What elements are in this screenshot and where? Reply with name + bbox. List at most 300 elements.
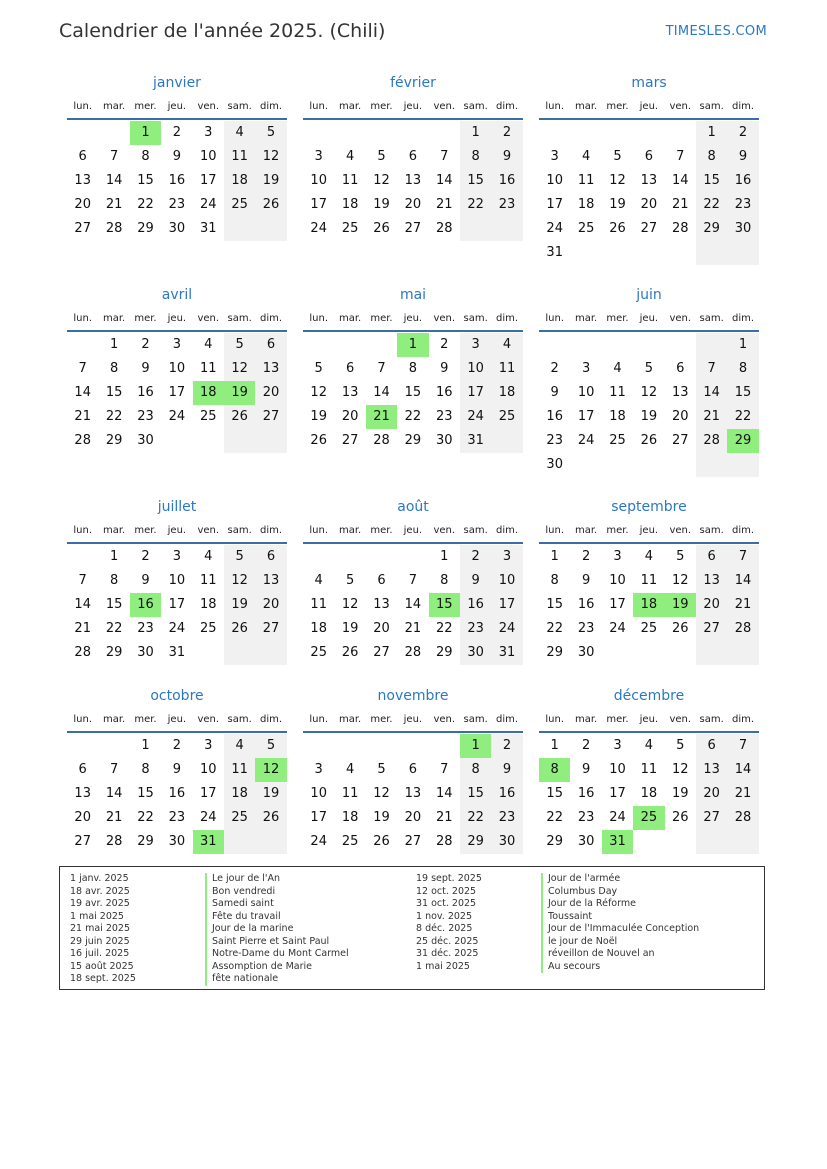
day-cell: 11	[341, 786, 359, 801]
day-cell: 12	[640, 385, 658, 400]
month-3	[67, 282, 287, 453]
day-cell: 10	[577, 385, 595, 400]
day-grid	[539, 734, 759, 854]
weekday-label: lun.	[309, 101, 329, 112]
weekday-label: mar.	[338, 313, 362, 324]
weekend-day-cell: 27	[255, 405, 286, 429]
weekend-day-cell: 23	[460, 617, 491, 641]
weekday-label: jeu.	[403, 714, 423, 725]
weekend-day-cell: 28	[696, 429, 727, 453]
legend-dates-right	[416, 873, 482, 973]
day-cell: 14	[435, 173, 453, 188]
day-cell: 25	[609, 433, 626, 448]
day-cell: 13	[404, 786, 422, 801]
weekend-day-cell: 11	[224, 145, 255, 169]
empty-cell	[429, 121, 460, 145]
day-cell: 4	[345, 149, 355, 164]
day-cell: 17	[168, 385, 186, 400]
day-cell: 1	[109, 549, 119, 564]
day-cell: 19	[373, 810, 390, 825]
day-cell: 29	[435, 645, 453, 660]
day-cell: 2	[581, 738, 591, 753]
weekend-day-cell: 16	[460, 593, 491, 617]
weekday-label: dim.	[260, 714, 283, 725]
day-grid	[67, 333, 287, 453]
day-cell: 17	[609, 786, 626, 801]
day-cell: 20	[671, 409, 689, 424]
holiday-day-cell: 12	[255, 758, 286, 782]
weekend-day-cell: 6	[255, 545, 286, 569]
day-grid	[539, 333, 759, 477]
empty-cell	[366, 333, 397, 357]
weekday-label: mer.	[134, 714, 157, 725]
empty-cell	[665, 641, 696, 665]
weekday-label: sam.	[463, 714, 488, 725]
legend-holiday-name: Jour de la Réforme	[541, 898, 699, 911]
day-cell: 10	[168, 573, 186, 588]
day-cell: 19	[341, 621, 359, 636]
day-cell: 24	[546, 221, 563, 236]
weekday-label: lun.	[73, 525, 93, 536]
weekday-label: mer.	[606, 714, 629, 725]
day-cell: 24	[168, 409, 186, 424]
empty-cell	[633, 453, 664, 477]
day-cell: 22	[546, 621, 563, 636]
weekday-label: dim.	[496, 101, 519, 112]
day-grid	[67, 734, 287, 854]
month-5	[539, 282, 759, 477]
day-cell: 15	[137, 173, 154, 188]
weekday-label: dim.	[732, 525, 755, 536]
empty-cell	[633, 830, 664, 854]
day-cell: 31	[168, 645, 186, 660]
day-cell: 17	[577, 409, 595, 424]
holiday-day-cell: 21	[366, 405, 397, 429]
legend-date: 15 août 2025	[70, 960, 134, 972]
day-cell: 8	[141, 762, 150, 777]
weekend-day-cell: 2	[460, 545, 491, 569]
empty-cell	[366, 545, 397, 569]
weekend-day-cell: 9	[460, 569, 491, 593]
weekend-day-cell: 18	[491, 381, 522, 405]
day-cell: 3	[172, 337, 181, 352]
weekday-header	[67, 96, 287, 118]
weekend-day-cell: 20	[696, 593, 727, 617]
month-6	[67, 494, 287, 665]
weekday-header	[303, 709, 523, 731]
day-cell: 24	[609, 810, 626, 825]
legend-names-left	[205, 873, 349, 986]
day-cell: 22	[105, 409, 123, 424]
weekend-day-cell: 27	[696, 806, 727, 830]
day-cell: 12	[373, 786, 390, 801]
day-cell: 27	[404, 221, 422, 236]
day-cell: 20	[373, 621, 390, 636]
holiday-day-cell: 1	[460, 734, 491, 758]
day-cell: 8	[141, 149, 150, 164]
day-cell: 1	[440, 549, 449, 564]
day-cell: 7	[109, 149, 119, 164]
empty-cell	[193, 429, 224, 453]
holiday-day-cell: 1	[130, 121, 161, 145]
day-cell: 11	[640, 573, 658, 588]
legend-holiday-name: Bon vendredi	[205, 886, 349, 899]
day-cell: 28	[404, 645, 422, 660]
weekday-label: ven.	[197, 525, 220, 536]
legend-date: 18 sept. 2025	[70, 973, 136, 984]
legend-holiday-name: Assomption de Marie	[205, 961, 349, 974]
brand-link[interactable]: TIMESLES.COM	[665, 24, 767, 39]
empty-cell	[727, 830, 758, 854]
day-cell: 3	[172, 549, 181, 564]
day-cell: 29	[404, 433, 422, 448]
weekend-day-cell: 1	[696, 121, 727, 145]
day-cell: 10	[609, 762, 626, 777]
day-cell: 18	[310, 621, 327, 636]
day-cell: 20	[404, 810, 422, 825]
day-grid	[539, 121, 759, 265]
weekday-label: sam.	[463, 313, 488, 324]
day-cell: 12	[310, 385, 327, 400]
weekday-label: mer.	[606, 101, 629, 112]
weekday-label: sam.	[463, 101, 488, 112]
day-cell: 30	[137, 433, 154, 448]
weekend-day-cell: 8	[696, 145, 727, 169]
empty-cell	[539, 121, 570, 145]
day-cell: 12	[671, 762, 689, 777]
weekend-day-cell: 5	[224, 333, 255, 357]
day-cell: 27	[640, 221, 658, 236]
header-rule	[539, 731, 759, 733]
weekend-day-cell: 15	[727, 381, 758, 405]
month-10	[303, 683, 523, 854]
day-cell: 20	[640, 197, 658, 212]
day-cell: 26	[671, 810, 689, 825]
month-name: juillet	[157, 499, 197, 515]
day-cell: 9	[550, 385, 559, 400]
day-cell: 7	[408, 573, 417, 588]
weekend-day-cell: 19	[255, 169, 286, 193]
weekday-label: mar.	[574, 101, 598, 112]
weekend-day-cell: 16	[491, 169, 522, 193]
weekend-day-cell: 27	[255, 617, 286, 641]
day-grid	[303, 333, 523, 453]
weekday-label: dim.	[732, 101, 755, 112]
weekday-label: mar.	[574, 714, 598, 725]
day-cell: 5	[345, 573, 355, 588]
day-cell: 6	[78, 149, 87, 164]
legend-holiday-name: Saint Pierre et Saint Paul	[205, 936, 349, 949]
day-cell: 6	[644, 149, 653, 164]
day-cell: 17	[199, 173, 217, 188]
day-cell: 12	[373, 173, 390, 188]
day-cell: 3	[550, 149, 559, 164]
legend-date: 1 mai 2025	[416, 960, 470, 972]
weekend-day-cell: 1	[727, 333, 758, 357]
day-cell: 16	[577, 597, 595, 612]
weekday-label: mer.	[370, 101, 393, 112]
day-cell: 30	[168, 221, 186, 236]
empty-cell	[602, 241, 633, 265]
day-cell: 21	[105, 810, 123, 825]
weekday-label: sam.	[463, 525, 488, 536]
weekend-day-cell: 13	[696, 569, 727, 593]
day-cell: 21	[435, 197, 453, 212]
day-cell: 22	[546, 810, 563, 825]
day-cell: 19	[671, 786, 689, 801]
legend-holiday-name: Toussaint	[541, 911, 699, 924]
empty-cell	[334, 734, 365, 758]
legend-date: 21 mai 2025	[70, 923, 131, 934]
empty-cell	[161, 429, 192, 453]
weekend-day-cell: 23	[491, 806, 522, 830]
weekday-label: ven.	[197, 101, 220, 112]
day-cell: 27	[671, 433, 689, 448]
weekend-day-cell: 25	[224, 193, 255, 217]
empty-cell	[255, 217, 286, 241]
day-cell: 4	[581, 149, 591, 164]
day-cell: 10	[168, 361, 186, 376]
month-name: mai	[399, 287, 427, 303]
empty-cell	[224, 830, 255, 854]
header-rule	[539, 118, 759, 120]
weekend-day-cell: 5	[224, 545, 255, 569]
day-cell: 24	[609, 621, 626, 636]
month-8	[539, 494, 759, 665]
weekend-day-cell: 22	[460, 806, 491, 830]
month-1	[303, 70, 523, 241]
legend-date: 18 avr. 2025	[70, 885, 130, 897]
day-cell: 27	[373, 645, 390, 660]
weekday-label: mar.	[338, 101, 362, 112]
day-cell: 18	[577, 197, 595, 212]
day-cell: 17	[310, 197, 327, 212]
day-cell: 6	[377, 573, 386, 588]
weekend-day-cell: 29	[460, 830, 491, 854]
weekday-label: mar.	[102, 313, 126, 324]
weekend-day-cell: 15	[460, 169, 491, 193]
day-cell: 23	[546, 433, 563, 448]
weekend-day-cell: 8	[460, 145, 491, 169]
day-cell: 26	[640, 433, 658, 448]
weekday-header	[539, 709, 759, 731]
weekday-label: jeu.	[167, 313, 187, 324]
day-cell: 28	[74, 645, 91, 660]
weekday-label: ven.	[197, 714, 220, 725]
day-cell: 27	[74, 221, 91, 236]
day-cell: 18	[341, 810, 359, 825]
day-cell: 2	[172, 738, 181, 753]
empty-cell	[570, 333, 601, 357]
weekday-label: mar.	[574, 525, 598, 536]
weekday-label: ven.	[433, 714, 456, 725]
day-cell: 2	[141, 337, 150, 352]
day-cell: 21	[435, 810, 453, 825]
empty-cell	[539, 333, 570, 357]
day-grid	[67, 545, 287, 665]
day-cell: 30	[435, 433, 453, 448]
month-name: septembre	[611, 499, 687, 515]
day-cell: 4	[345, 762, 355, 777]
month-name: janvier	[153, 75, 201, 91]
day-cell: 10	[199, 149, 217, 164]
weekday-label: dim.	[260, 313, 283, 324]
day-cell: 29	[105, 645, 123, 660]
day-cell: 22	[404, 409, 422, 424]
month-name: décembre	[613, 688, 685, 704]
weekend-day-cell: 2	[727, 121, 758, 145]
legend-holiday-name: le jour de Noël	[541, 936, 699, 949]
weekday-label: lun.	[309, 714, 329, 725]
empty-cell	[460, 217, 491, 241]
weekend-day-cell: 10	[460, 357, 491, 381]
day-grid	[303, 734, 523, 854]
day-cell: 27	[404, 834, 422, 849]
weekday-label: sam.	[699, 714, 724, 725]
holiday-day-cell: 25	[633, 806, 664, 830]
weekend-day-cell: 2	[491, 121, 522, 145]
weekend-day-cell: 28	[727, 806, 758, 830]
weekday-label: ven.	[669, 313, 692, 324]
weekday-label: jeu.	[403, 525, 423, 536]
day-cell: 9	[440, 361, 449, 376]
weekday-label: lun.	[73, 313, 93, 324]
month-name: mars	[631, 75, 667, 91]
weekend-day-cell: 12	[224, 569, 255, 593]
weekend-day-cell: 6	[696, 734, 727, 758]
weekend-day-cell: 9	[491, 145, 522, 169]
day-cell: 1	[550, 738, 559, 753]
day-cell: 29	[546, 834, 563, 849]
holiday-day-cell: 31	[193, 830, 224, 854]
legend-date: 25 déc. 2025	[416, 935, 479, 947]
day-cell: 28	[671, 221, 689, 236]
day-cell: 3	[204, 125, 213, 140]
holiday-day-cell: 19	[224, 381, 255, 405]
weekday-label: sam.	[699, 313, 724, 324]
weekend-day-cell: 20	[255, 381, 286, 405]
month-9	[67, 683, 287, 854]
weekend-day-cell: 4	[224, 121, 255, 145]
day-cell: 7	[78, 573, 87, 588]
weekend-day-cell: 28	[727, 617, 758, 641]
day-cell: 9	[172, 149, 181, 164]
empty-cell	[491, 429, 522, 453]
weekend-day-cell: 26	[224, 405, 255, 429]
day-cell: 14	[74, 597, 91, 612]
weekday-header	[67, 709, 287, 731]
empty-cell	[98, 121, 129, 145]
day-cell: 11	[341, 173, 359, 188]
weekend-day-cell: 15	[460, 782, 491, 806]
weekend-day-cell: 22	[727, 405, 758, 429]
empty-cell	[334, 121, 365, 145]
weekend-day-cell: 16	[491, 782, 522, 806]
weekday-label: lun.	[545, 714, 565, 725]
weekday-label: ven.	[433, 525, 456, 536]
holiday-day-cell: 16	[130, 593, 161, 617]
empty-cell	[696, 453, 727, 477]
day-cell: 6	[78, 762, 87, 777]
empty-cell	[696, 641, 727, 665]
day-cell: 18	[341, 197, 359, 212]
day-cell: 2	[550, 361, 559, 376]
day-cell: 23	[577, 621, 595, 636]
weekday-label: lun.	[545, 525, 565, 536]
empty-cell	[602, 641, 633, 665]
day-cell: 17	[546, 197, 563, 212]
day-cell: 14	[74, 385, 91, 400]
header-rule	[303, 542, 523, 544]
empty-cell	[366, 121, 397, 145]
header-rule	[539, 330, 759, 332]
day-cell: 20	[74, 197, 91, 212]
day-cell: 31	[199, 221, 217, 236]
holiday-day-cell: 18	[633, 593, 664, 617]
day-cell: 26	[373, 834, 390, 849]
empty-cell	[570, 453, 601, 477]
empty-cell	[665, 830, 696, 854]
holiday-day-cell: 18	[193, 381, 224, 405]
day-cell: 16	[137, 385, 154, 400]
empty-cell	[224, 641, 255, 665]
weekend-day-cell: 21	[696, 405, 727, 429]
weekend-day-cell: 8	[460, 758, 491, 782]
weekday-label: lun.	[309, 313, 329, 324]
weekday-label: mer.	[370, 313, 393, 324]
day-cell: 12	[609, 173, 626, 188]
day-cell: 5	[377, 762, 386, 777]
day-grid	[67, 121, 287, 241]
day-cell: 24	[199, 810, 217, 825]
day-cell: 29	[137, 221, 154, 236]
empty-cell	[491, 217, 522, 241]
weekend-day-cell: 20	[696, 782, 727, 806]
empty-cell	[570, 121, 601, 145]
weekend-day-cell: 13	[696, 758, 727, 782]
weekday-label: jeu.	[403, 313, 423, 324]
empty-cell	[224, 429, 255, 453]
day-cell: 10	[609, 573, 626, 588]
weekday-label: jeu.	[639, 714, 659, 725]
legend-date: 19 avr. 2025	[70, 898, 130, 909]
legend-holiday-name: Jour de la marine	[205, 923, 349, 936]
day-cell: 4	[314, 573, 323, 588]
weekend-day-cell: 11	[491, 357, 522, 381]
day-cell: 26	[373, 221, 390, 236]
day-cell: 16	[577, 786, 595, 801]
day-cell: 10	[310, 786, 327, 801]
weekend-day-cell: 20	[255, 593, 286, 617]
day-cell: 26	[341, 645, 359, 660]
day-cell: 14	[105, 786, 123, 801]
weekday-label: dim.	[496, 313, 519, 324]
day-cell: 6	[345, 361, 355, 376]
empty-cell	[727, 241, 758, 265]
weekend-day-cell: 14	[696, 381, 727, 405]
header-rule	[67, 330, 287, 332]
day-cell: 8	[550, 573, 559, 588]
day-cell: 9	[141, 361, 150, 376]
weekday-label: lun.	[545, 313, 565, 324]
legend-holiday-name: Fête du travail	[205, 911, 349, 924]
legend-holiday-name: Jour de l'Immaculée Conception	[541, 923, 699, 936]
day-cell: 5	[613, 149, 622, 164]
empty-cell	[727, 453, 758, 477]
day-cell: 14	[105, 173, 123, 188]
legend-date: 8 déc. 2025	[416, 923, 473, 934]
empty-cell	[633, 241, 664, 265]
